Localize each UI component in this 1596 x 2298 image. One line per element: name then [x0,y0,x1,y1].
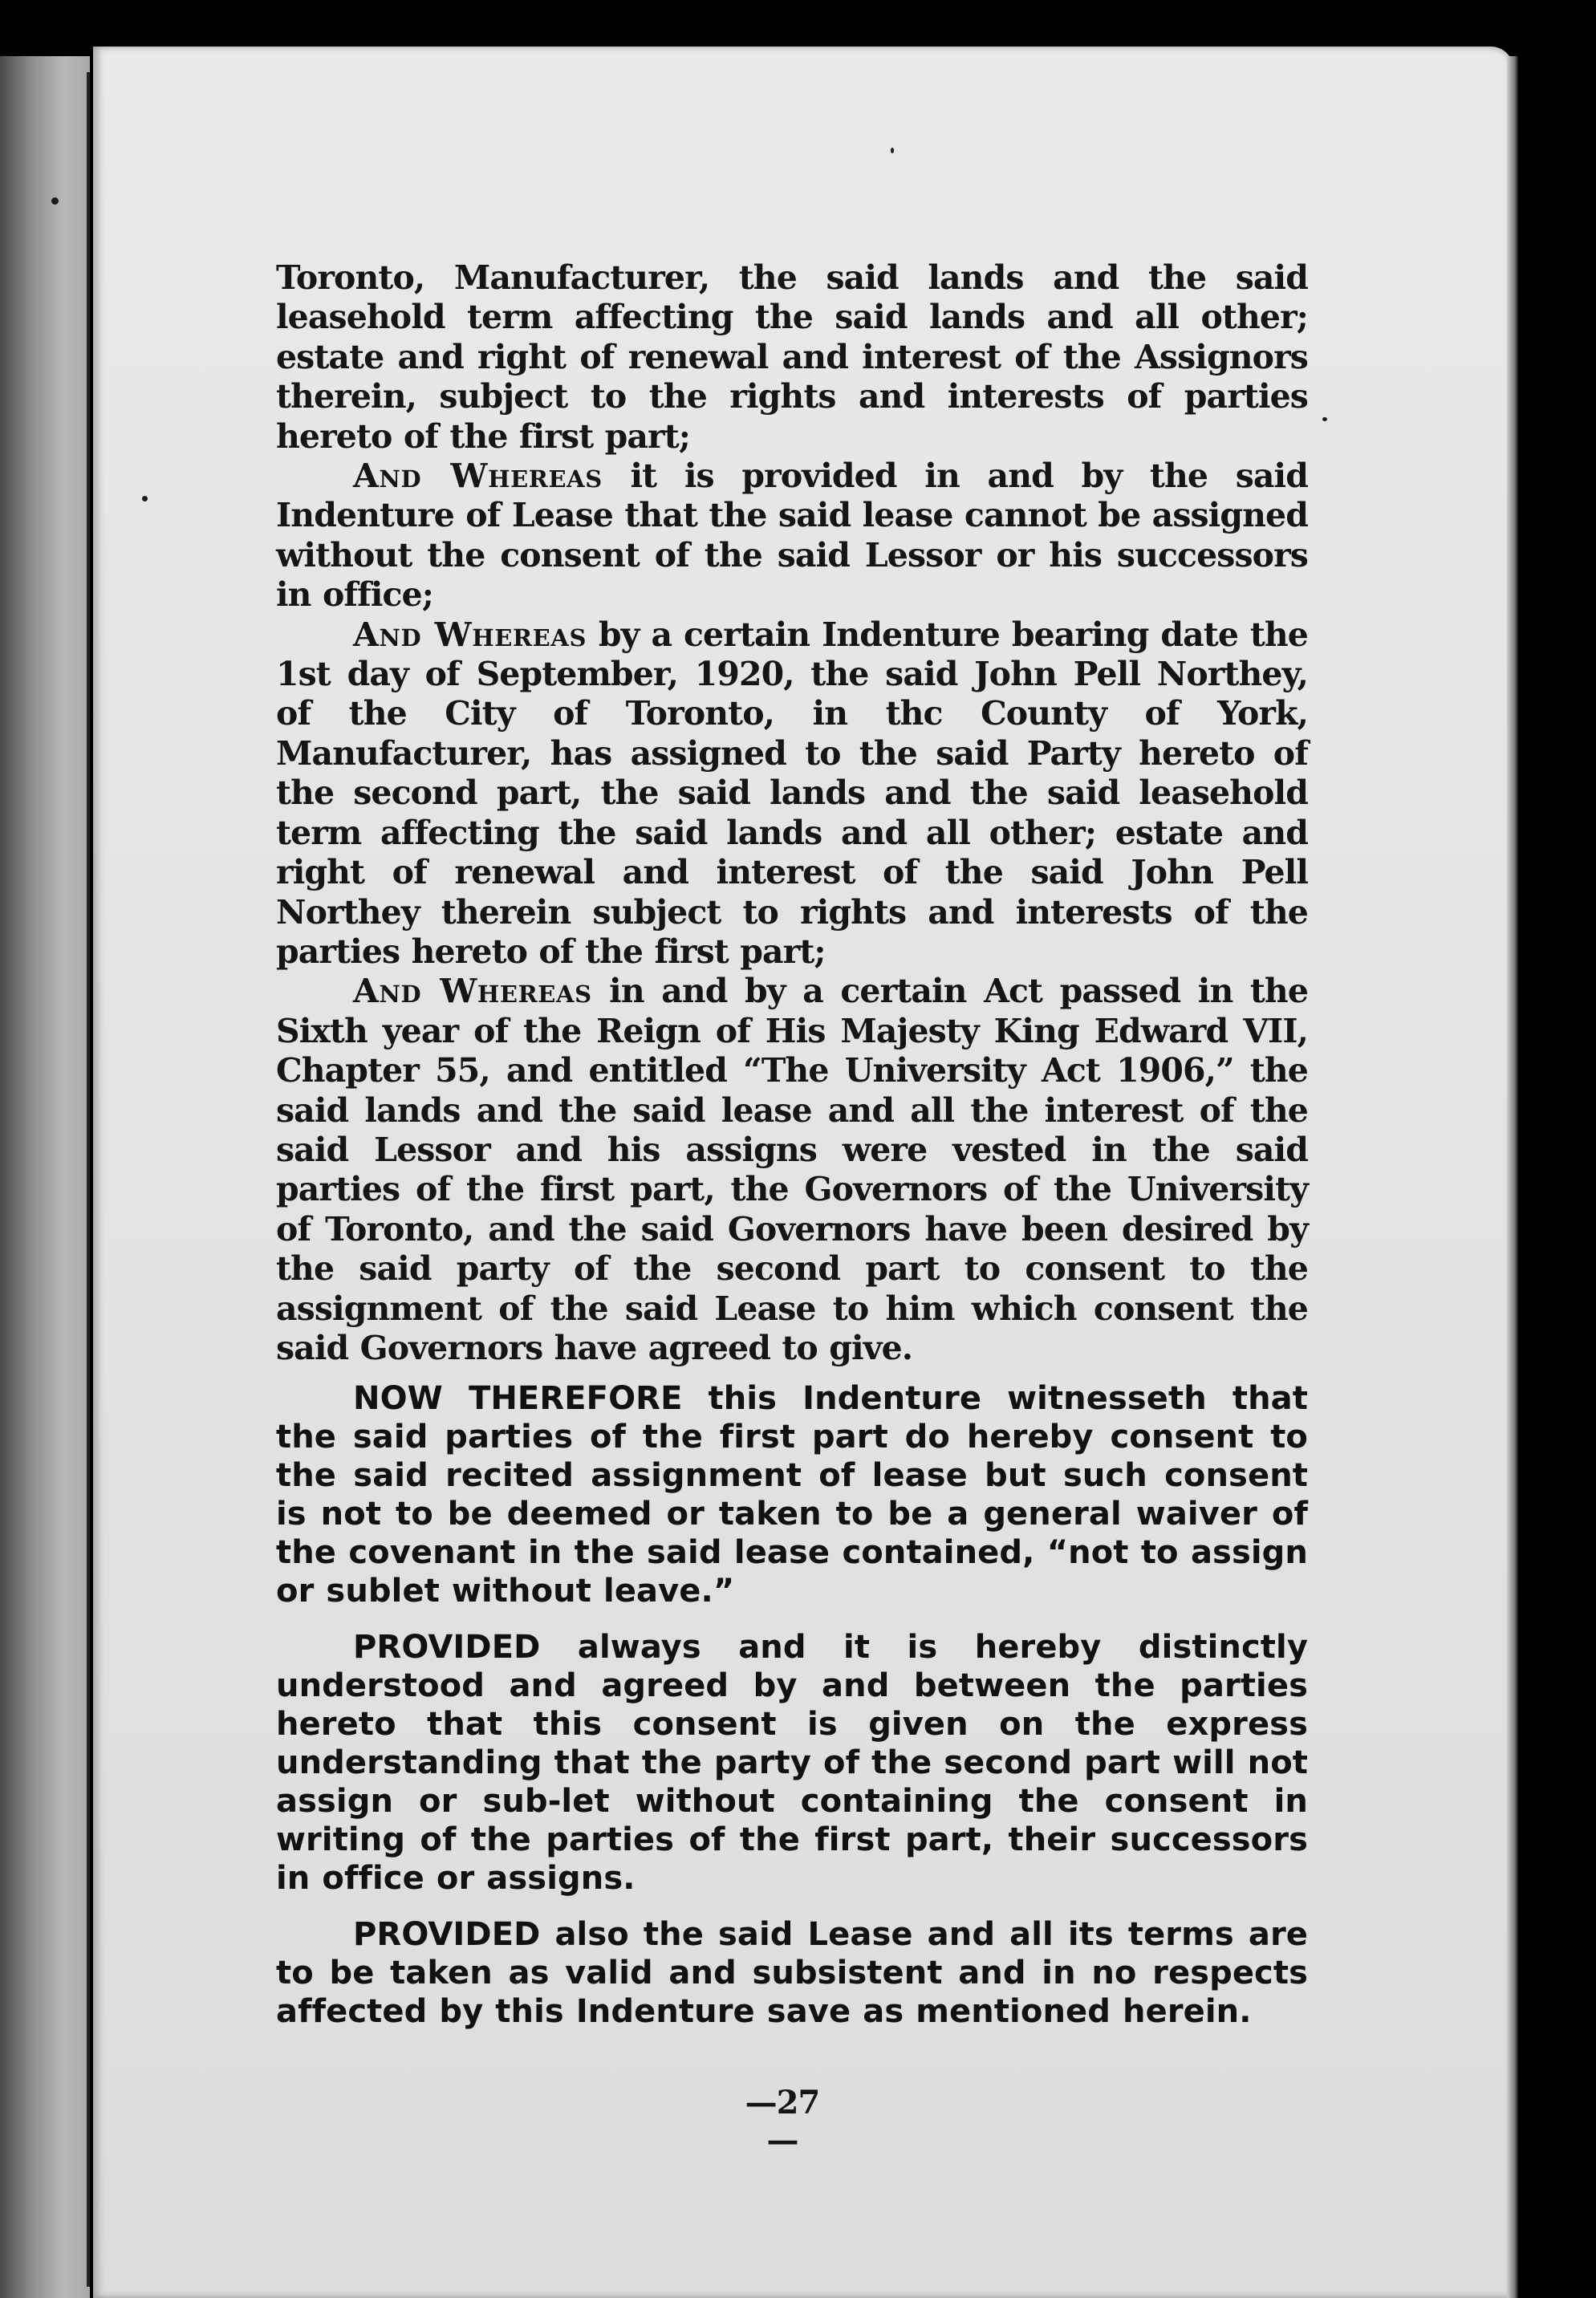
proviso-paragraph [276,1915,1308,2031]
page-right-edge [1507,56,1518,2298]
paragraph-text: it is provided in and by the said Indenture of Lease that the said lease cannot be assigned without the consent of the said Lessor or his successors in office; [276,457,1308,615]
binding-shadow [87,72,90,2287]
recital-lead: And Whereas [353,457,603,496]
paragraph-text: in and by a certain Act passed in the Sixth year of the Reign of His Majesty King Edward VII, Chapter 55, and entitled “The University Act 1906,” the said lands and the said lease and all the interest of the said Lessor and his assigns were vested in the said parties of the first part, the Governors of the University of Toronto, and the said Governors have been desired by the said party of the second part to consent to the assignment of the said Lease to him which consent the said Governors have agreed to give. [276,972,1308,1367]
recital-lead: And Whereas [353,615,587,654]
paragraph-text: PROVIDED also the said Lease and all its terms are to be taken as valid and subsistent and in no respects affected by this Indenture save as mentioned herein. [276,1916,1308,2031]
scan-speck [891,148,894,153]
recital-paragraph [276,615,1308,972]
paragraph-text: by a certain Indenture bearing date the 1st day of September, 1920, the said John Pell Northey, of the City of Toronto, in thc County of York, Manufacturer, has assigned to the said Party hereto of the second part, the said lands and the said leasehold term affecting the said lands and all other; estate and right of renewal and interest of the said John Pell Northey therein subject to rights and interests of the parties hereto of the first part; [276,615,1308,971]
recital-paragraph [276,457,1308,615]
paragraph-text: PROVIDED always and it is hereby distinctly understood and agreed by and between the parties hereto that this consent is given on the express understanding that the party of the second part will not assign or sub-let without containing the consent in writing of the parties of the first part, their successors in office or assigns. [276,1629,1308,1898]
scan-speck [51,197,59,205]
recital-lead: And Whereas [353,972,592,1011]
scan-speck [142,496,148,501]
paragraph-text: NOW THEREFORE this Indenture witnesseth that the said parties of the first part do hereby consent to the said recited assignment of lease but such consent is not to be deemed or taken to be a general waiver of the covenant in the said lease contained, “not to assign or sublet without leave.” [276,1380,1308,1610]
document-body [276,258,1308,2031]
continuation-paragraph [276,258,1308,457]
previous-page-edge [0,56,90,2298]
operative-paragraph [276,1379,1308,1610]
recital-paragraph [276,972,1308,1368]
page-number: —27— [745,2084,820,2159]
paragraph-text: Toronto, Manufacturer, the said lands and the said leasehold term affecting the said lands and all other; estate and right of renewal and interest of the Assignors therein, subject to the rights and interests of parties hereto of the first part; [276,258,1308,456]
proviso-paragraph [276,1628,1308,1898]
scan-speck [1322,417,1327,421]
